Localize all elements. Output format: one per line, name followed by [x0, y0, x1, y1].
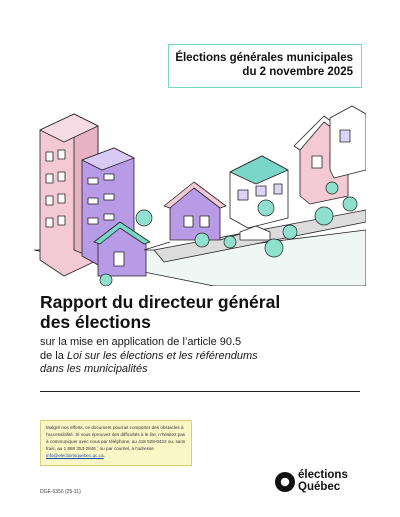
law-title-part1: Loi sur les élections et les référendums: [66, 349, 258, 362]
notice-text: Malgré nos efforts, ce document pourrait comporter des obstacles à l’accessibilité. Si vous éprouvez des difficultés à le lire, n’hésitez pas à communiquer avec nous par téléphone, au 418 528-0422 ou, sans frais, au 1 888 353-2846 ; ou par courriel, à l’adresse: [46, 425, 186, 451]
subtitle-prefix: de la: [40, 349, 67, 362]
election-title: Élections générales municipales: [175, 52, 353, 64]
report-title: [40, 292, 360, 332]
subtitle-line2: [40, 350, 360, 364]
contact-email-link[interactable]: info@electionsquebec.qc.ca: [46, 452, 104, 458]
subtitle-line1: sur la mise en application de l’article 90.5: [40, 336, 242, 348]
subtitle-line3: [40, 363, 360, 377]
accessibility-notice: [40, 420, 192, 466]
report-subtitle: [40, 336, 360, 377]
logo-text-line2: Québec: [298, 481, 341, 493]
divider-line: [40, 391, 360, 392]
logo-mark-icon: [275, 472, 295, 492]
document-code: DGE-6356 (25-11): [40, 489, 81, 495]
report-title-line2: des élections: [40, 312, 151, 332]
notice-end: .: [103, 452, 105, 458]
neighborhood-illustration: [34, 100, 366, 286]
elections-quebec-logo: [275, 469, 365, 495]
election-date-box: [168, 44, 362, 88]
logo-text-line1: élections: [298, 469, 348, 481]
election-date: du 2 novembre 2025: [242, 66, 353, 78]
report-title-line1: Rapport du directeur général: [40, 292, 281, 312]
law-title-part2: dans les municipalités: [40, 363, 148, 375]
